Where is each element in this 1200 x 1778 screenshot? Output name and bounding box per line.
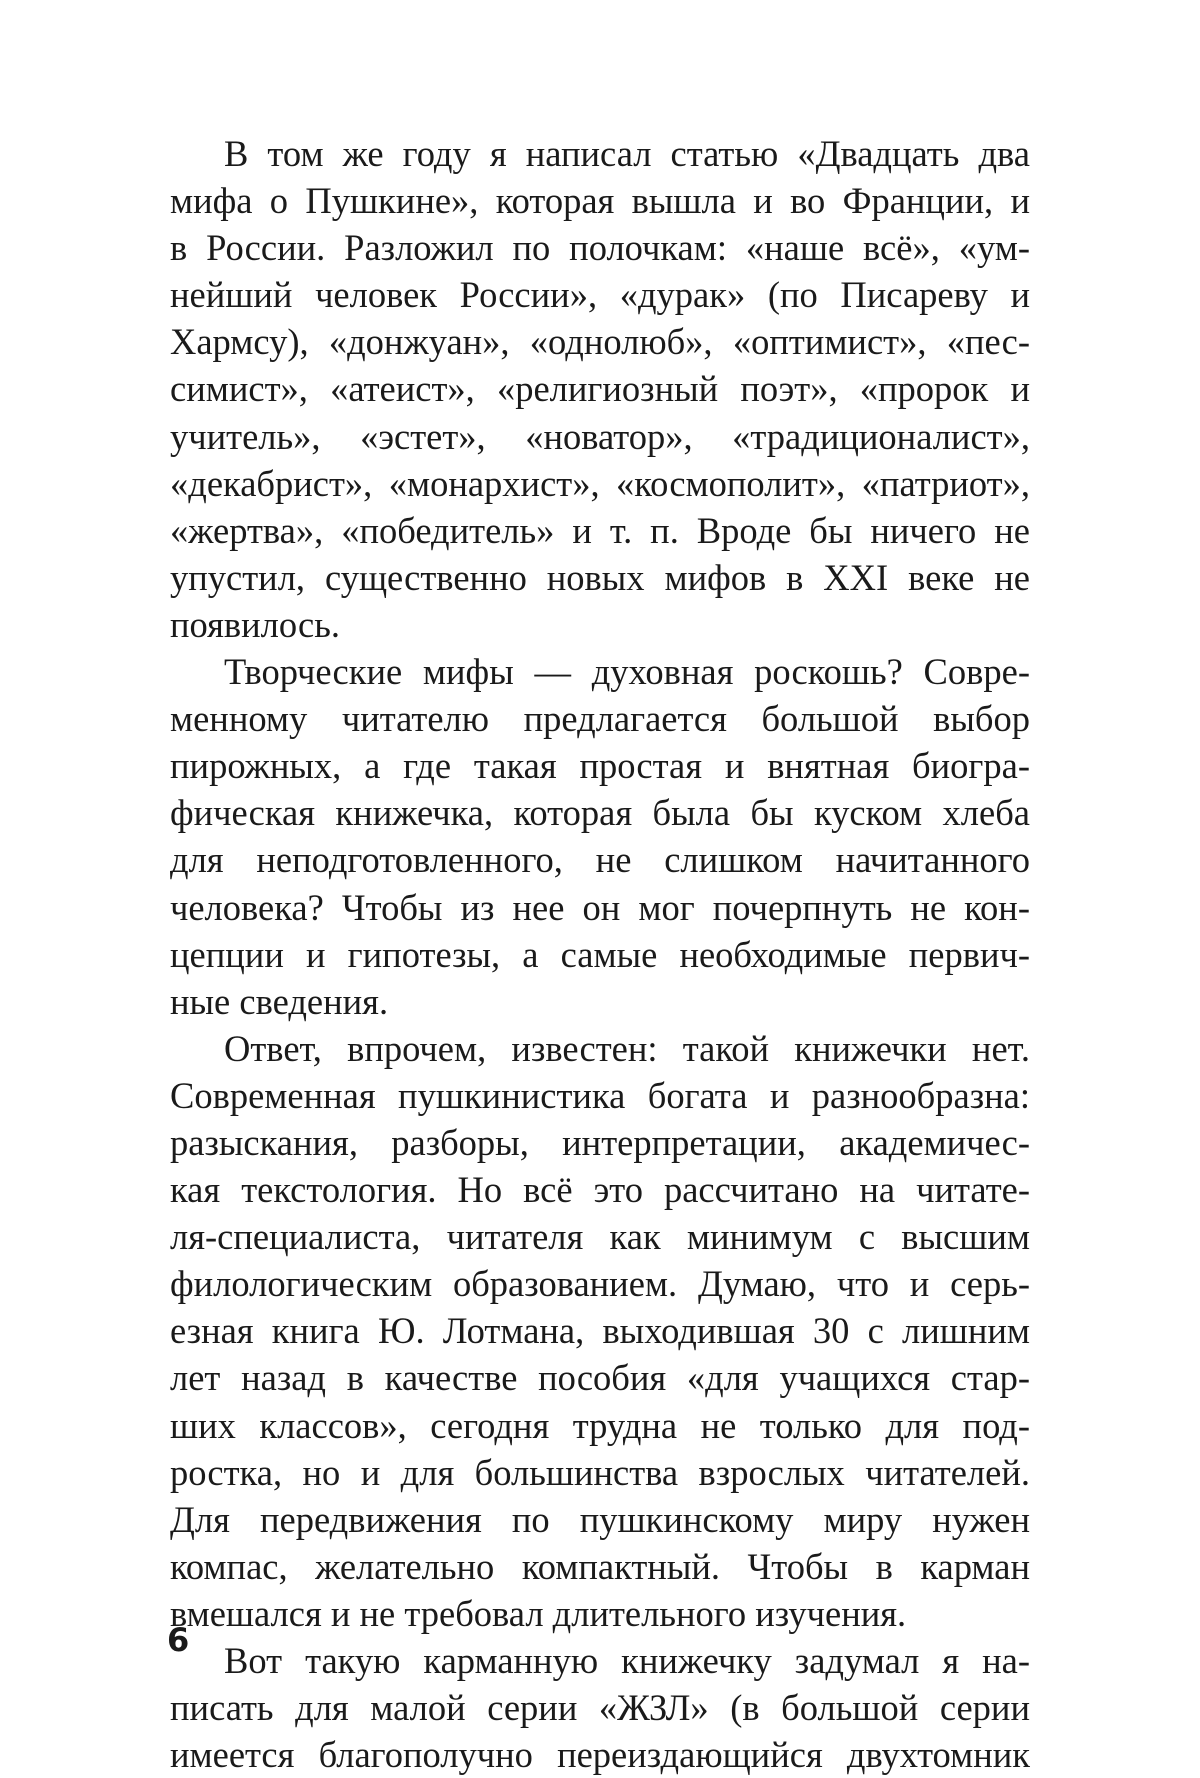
paragraph: [170, 1637, 1030, 1778]
text-line: нейший человек России», «дурак» (по Писареву и: [170, 274, 1030, 316]
text-line: разыскания, разборы, интерпретации, академичес-: [170, 1121, 1030, 1163]
text-line: лет назад в качестве пособия «для учащихся стар-: [170, 1357, 1030, 1399]
text-line: Ответ, впрочем, известен: такой книжечки нет.: [224, 1027, 1030, 1069]
text-line: Для передвижения по пушкинскому миру нужен: [170, 1498, 1030, 1540]
text-line: имеется благополучно переиздающийся двухтомник: [170, 1734, 1030, 1776]
page-number: 6: [167, 1621, 190, 1659]
text-line: филологическим образованием. Думаю, что и серь-: [170, 1263, 1030, 1305]
paragraph: [170, 648, 1030, 1025]
text-line: «жертва», «победитель» и т. п. Вроде бы ничего не: [170, 509, 1030, 551]
text-line: писать для малой серии «ЖЗЛ» (в большой серии: [170, 1687, 1030, 1729]
body-text: [170, 130, 1030, 1778]
text-line: человека? Чтобы из нее он мог почерпнуть не кон-: [170, 886, 1030, 928]
text-line: кая текстология. Но всё это рассчитано на читате-: [170, 1169, 1030, 1211]
text-line: учитель», «эстет», «новатор», «традиционалист»,: [170, 415, 1030, 457]
text-line: пирожных, а где такая простая и внятная биогра-: [170, 745, 1030, 787]
text-line: Хармсу), «донжуан», «однолюб», «оптимист», «пес-: [170, 321, 1030, 363]
text-line: Современная пушкинистика богата и разнообразна:: [170, 1074, 1030, 1116]
text-line: симист», «атеист», «религиозный поэт», «пророк и: [170, 368, 1030, 410]
text-line: появилось.: [170, 603, 340, 645]
paragraph: [170, 1025, 1030, 1637]
text-line: для неподготовленного, не слишком начитанного: [170, 839, 1030, 881]
text-line: Вот такую карманную книжечку задумал я на-: [224, 1640, 1030, 1681]
text-line: «декабрист», «монархист», «космополит», «патриот»,: [170, 462, 1030, 504]
text-line: в России. Разложил по полочкам: «наше всё», «ум-: [170, 227, 1030, 269]
text-line: ростка, но и для большинства взрослых читателей.: [170, 1451, 1030, 1493]
text-line: В том же году я написал статью «Двадцать два: [224, 133, 1030, 174]
text-line: Творческие мифы — духовная роскошь? Совре-: [224, 651, 1030, 693]
text-line: вмешался и не требовал длительного изучения.: [170, 1592, 907, 1634]
text-line: езная книга Ю. Лотмана, выходившая 30 с лишним: [170, 1310, 1030, 1352]
text-line: упустил, существенно новых мифов в XXI веке не: [170, 556, 1030, 598]
text-line: мифа о Пушкине», которая вышла и во Франции, и: [170, 180, 1030, 222]
text-line: цепции и гипотезы, а самые необходимые первич-: [170, 933, 1030, 975]
text-line: компас, желательно компактный. Чтобы в карман: [170, 1545, 1030, 1587]
paragraph: [170, 130, 1030, 648]
text-line: ших классов», сегодня трудна не только для под-: [170, 1404, 1030, 1446]
text-line: ля-специалиста, читателя как минимум с высшим: [170, 1216, 1030, 1258]
text-line: ные сведения.: [170, 980, 389, 1022]
text-line: фическая книжечка, которая была бы куском хлеба: [170, 792, 1030, 834]
text-line: менному читателю предлагается большой выбор: [170, 698, 1030, 740]
